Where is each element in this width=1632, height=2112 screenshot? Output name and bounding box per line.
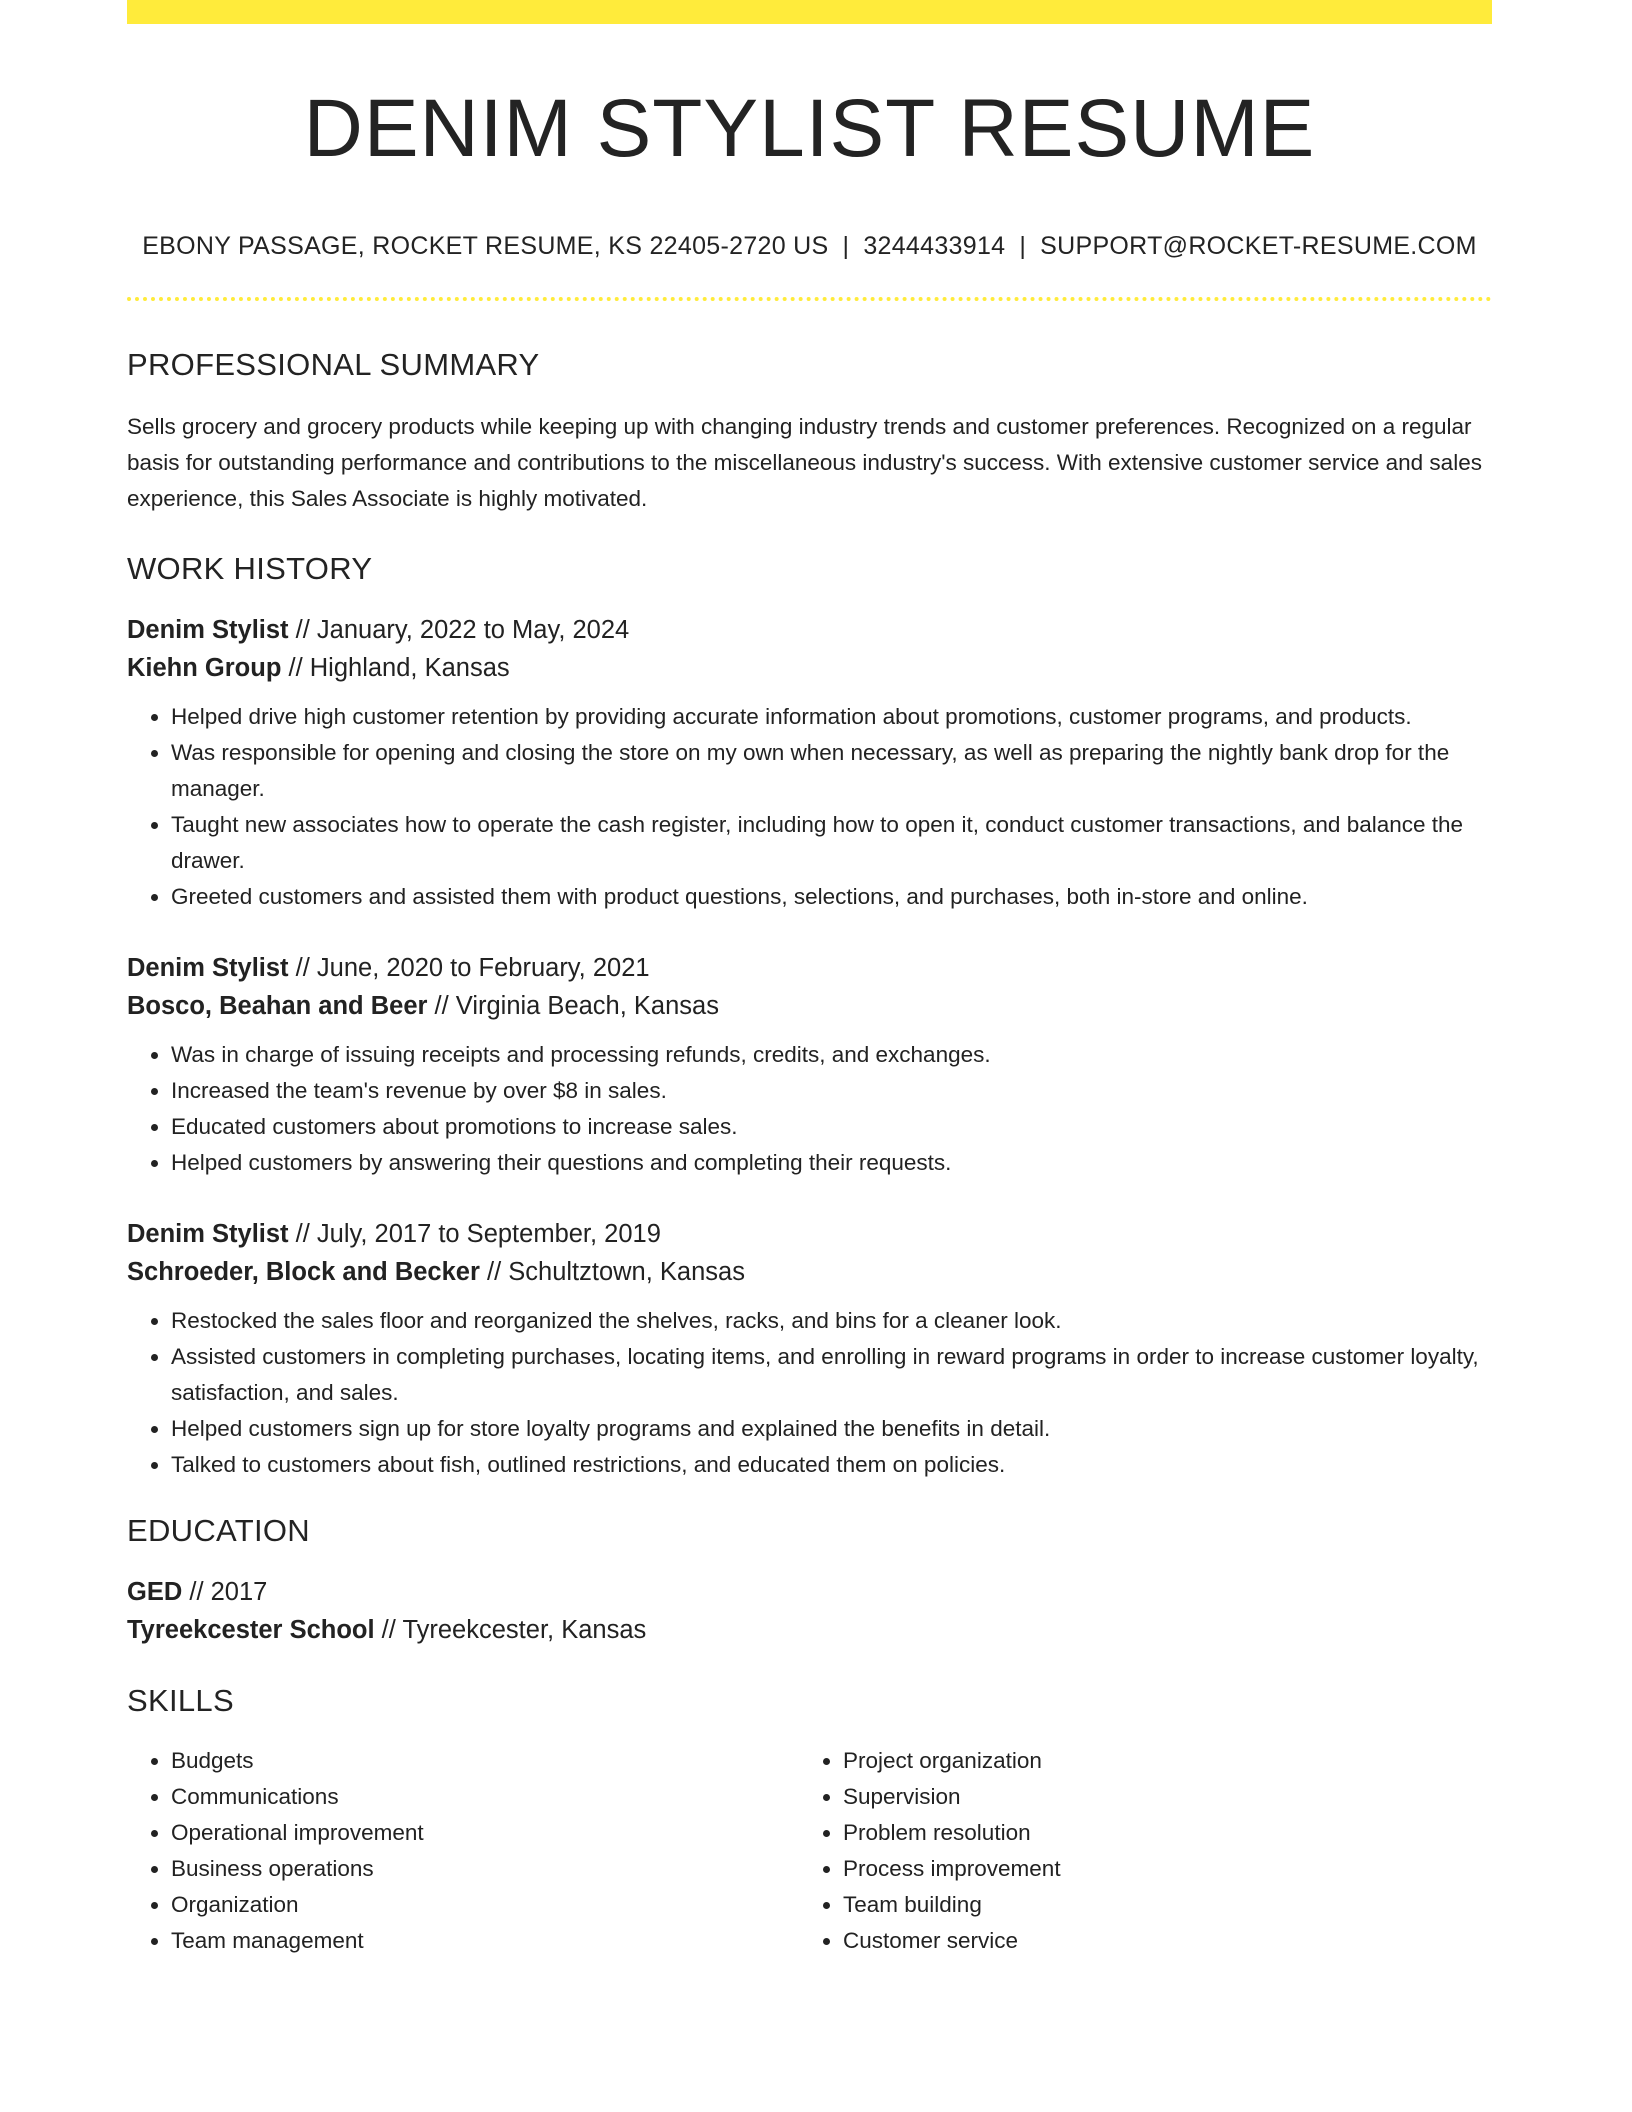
job-company: Kiehn Group — [127, 654, 282, 683]
job-bullet: • Taught new associates how to operate the cash register, including how to open it, conduct customer transactions, and balance the drawer. — [171, 807, 1492, 879]
summary-text: Sells grocery and grocery products while keeping up with changing industry trends and customer preferences. Recognized on a regular basis for outstanding performance and contributions to the miscellaneous industry's success. With extensive customer service and sales experience, this Sales Associate is highly motivated. — [127, 414, 1482, 512]
job-entry — [127, 1215, 1492, 1483]
skill-item: • Communications — [171, 1779, 799, 1815]
job-bullets — [127, 1037, 1492, 1181]
contact-address: EBONY PASSAGE, ROCKET RESUME, KS 22405-2720 US — [142, 232, 829, 261]
job-title-line — [127, 1215, 1492, 1253]
skills-list — [127, 1743, 799, 1959]
skill-item: • Budgets — [171, 1743, 799, 1779]
job-bullet: • Increased the team's revenue by over $8 in sales. — [171, 1073, 1492, 1109]
resume-page — [127, 0, 1492, 1959]
job-entry — [127, 611, 1492, 915]
job-company: Schroeder, Block and Becker — [127, 1258, 480, 1287]
job-bullet: • Talked to customers about fish, outlined restrictions, and educated them on policies. — [171, 1447, 1492, 1483]
job-bullet: • Was responsible for opening and closing the store on my own when necessary, as well as preparing the nightly bank drop for the manager. — [171, 735, 1492, 807]
skill-item: • Customer service — [843, 1923, 1471, 1959]
education-school-line — [127, 1611, 1492, 1649]
education-degree: GED — [127, 1578, 183, 1607]
job-bullet: • Greeted customers and assisted them with product questions, selections, and purchases, both in-store and online. — [171, 879, 1492, 915]
education-entry — [127, 1573, 1492, 1649]
job-company-line — [127, 987, 1492, 1025]
job-bullet: • Assisted customers in completing purchases, locating items, and enrolling in reward programs in order to increase customer loyalty, satisfaction, and sales. — [171, 1339, 1492, 1411]
skill-item: • Operational improvement — [171, 1815, 799, 1851]
job-dates: // January, 2022 to May, 2024 — [295, 616, 630, 645]
job-title-line — [127, 949, 1492, 987]
education-section — [127, 1513, 1492, 1649]
job-location: // Schultztown, Kansas — [487, 1258, 745, 1287]
job-bullets — [127, 1303, 1492, 1483]
contact-separator: | — [1019, 232, 1027, 261]
skills-list — [799, 1743, 1471, 1959]
contact-phone: 3244433914 — [863, 232, 1006, 261]
professional-summary-section — [127, 347, 1492, 517]
section-heading-summary: PROFESSIONAL SUMMARY — [127, 347, 540, 383]
job-bullet: • Was in charge of issuing receipts and processing refunds, credits, and exchanges. — [171, 1037, 1492, 1073]
job-company-line — [127, 649, 1492, 687]
skill-item: • Organization — [171, 1887, 799, 1923]
job-company-line — [127, 1253, 1492, 1291]
section-heading-education: EDUCATION — [127, 1513, 310, 1549]
job-company: Bosco, Beahan and Beer — [127, 992, 428, 1021]
education-school: Tyreekcester School — [127, 1616, 375, 1645]
skills-section — [127, 1683, 1492, 1959]
job-location: // Virginia Beach, Kansas — [434, 992, 719, 1021]
job-bullets — [127, 699, 1492, 915]
job-role: Denim Stylist — [127, 616, 289, 645]
work-history-section — [127, 551, 1492, 1483]
dotted-divider — [127, 297, 1492, 301]
job-bullet: • Helped customers by answering their questions and completing their requests. — [171, 1145, 1492, 1181]
job-bullet: • Helped customers sign up for store loyalty programs and explained the benefits in detail. — [171, 1411, 1492, 1447]
skills-column-right — [799, 1743, 1471, 1959]
skills-grid — [127, 1743, 1492, 1959]
job-bullet: • Educated customers about promotions to increase sales. — [171, 1109, 1492, 1145]
contact-email: SUPPORT@ROCKET-RESUME.COM — [1040, 232, 1477, 261]
skill-item: • Problem resolution — [843, 1815, 1471, 1851]
job-dates: // July, 2017 to September, 2019 — [295, 1220, 661, 1249]
job-role: Denim Stylist — [127, 1220, 289, 1249]
job-location: // Highland, Kansas — [288, 654, 510, 683]
job-role: Denim Stylist — [127, 954, 289, 983]
section-heading-skills: SKILLS — [127, 1683, 234, 1719]
job-dates: // June, 2020 to February, 2021 — [295, 954, 650, 983]
education-year: // 2017 — [189, 1578, 268, 1607]
job-title-line — [127, 611, 1492, 649]
skill-item: • Team management — [171, 1923, 799, 1959]
skill-item: • Supervision — [843, 1779, 1471, 1815]
resume-title: DENIM STYLIST RESUME — [303, 83, 1316, 174]
skill-item: • Business operations — [171, 1851, 799, 1887]
skill-item: • Process improvement — [843, 1851, 1471, 1887]
education-location: // Tyreekcester, Kansas — [381, 1616, 647, 1645]
skill-item: • Project organization — [843, 1743, 1471, 1779]
job-bullet: • Helped drive high customer retention by providing accurate information about promotions, customer programs, and products. — [171, 699, 1492, 735]
education-degree-line — [127, 1573, 1492, 1611]
section-heading-work: WORK HISTORY — [127, 551, 373, 587]
job-entry — [127, 949, 1492, 1181]
contact-separator: | — [842, 232, 850, 261]
top-accent-bar — [127, 0, 1492, 24]
contact-line — [127, 232, 1492, 261]
skills-column-left — [127, 1743, 799, 1959]
job-bullet: • Restocked the sales floor and reorganized the shelves, racks, and bins for a cleaner look. — [171, 1303, 1492, 1339]
skill-item: • Team building — [843, 1887, 1471, 1923]
